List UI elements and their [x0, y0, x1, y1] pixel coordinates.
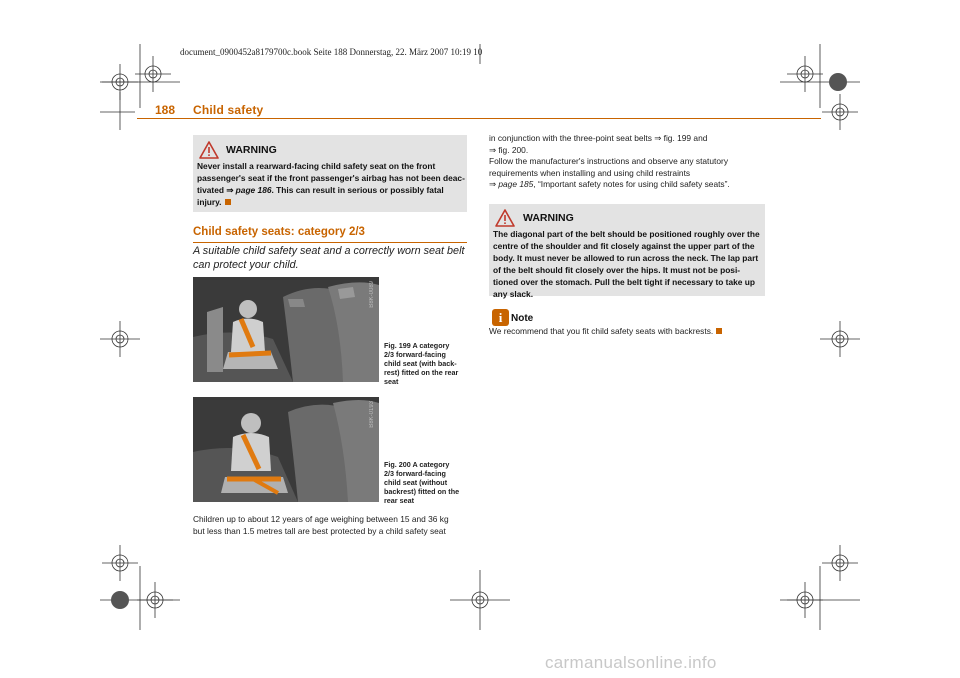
- warning-line: passenger's seat if the front passenger's airbag has not been deac-: [197, 173, 465, 183]
- warning-line: [197, 184, 465, 196]
- note-text: [489, 326, 722, 338]
- book-header: document_0900452a8179700c.book Seite 188 Donnerstag, 22. März 2007 10:19 10: [180, 47, 483, 57]
- warning-line: any slack.: [493, 289, 534, 299]
- warning-line-end: injury.: [197, 197, 222, 207]
- note-line: We recommend that you fit child safety seats with backrests.: [489, 326, 714, 336]
- page-reference-link[interactable]: page 185: [498, 179, 534, 189]
- caption-line: seat: [384, 377, 399, 386]
- subsection-title: Child safety seats: category 2/3: [193, 226, 365, 238]
- right-body-text: [489, 133, 774, 191]
- caption-line: child seat (without: [384, 478, 448, 487]
- figure-199-caption: [384, 341, 466, 386]
- ref-tail: , “Important safety notes for using child safety seats”.: [533, 179, 730, 189]
- intro-line: A suitable child safety seat and a correctly worn seat belt: [193, 245, 465, 257]
- warning-box-airbag: [193, 135, 467, 212]
- warning-body: [197, 160, 465, 208]
- figure-200-caption: [384, 460, 466, 505]
- warning-line: of the belt should fit closely over the hips. It must not be posi-: [493, 265, 741, 275]
- caption-line: 2/3 forward-facing: [384, 469, 446, 478]
- intro-line: can protect your child.: [193, 259, 299, 271]
- page-number: 188: [155, 103, 176, 117]
- warning-line: body. It must never be allowed to run across the neck. The lap part: [493, 253, 759, 263]
- warning-line: [197, 196, 465, 208]
- body-line: requirements when installing and using child restraints: [489, 167, 691, 178]
- section-title: Child safety: [193, 103, 264, 117]
- subsection-intro: [193, 244, 473, 272]
- figure-code: B8K-0089: [369, 281, 375, 308]
- caption-line: child seat (with back-: [384, 359, 457, 368]
- body-line: in conjunction with the three-point seat belts ⇒ fig. 199 and: [489, 133, 708, 143]
- child-seat-no-backrest-illustration: [193, 397, 379, 502]
- warning-box-belt: [489, 204, 765, 299]
- left-body-text: [193, 514, 478, 537]
- warning-line: tioned over the stomach. Pull the belt tight if necessary to take up: [493, 277, 756, 287]
- body-line: [489, 179, 774, 191]
- warning-line: The diagonal part of the belt should be positioned roughly over the: [493, 229, 760, 239]
- watermark: carmanualsonline.info: [545, 653, 717, 672]
- body-line: ⇒ fig. 200.: [489, 144, 529, 155]
- caption-line: Fig. 199 A category: [384, 341, 450, 350]
- caption-line: 2/3 forward-facing: [384, 350, 446, 359]
- body-line: but less than 1.5 metres tall are best protected by a child safety seat: [193, 525, 446, 536]
- info-icon: i: [492, 309, 509, 326]
- warning-line: Never install a rearward-facing child safety seat on the front: [197, 161, 436, 171]
- figure-199-image: [193, 277, 379, 382]
- child-seat-backrest-illustration: [193, 277, 379, 382]
- warning-triangle-icon: [199, 141, 219, 159]
- warning-line-tail: . This can result in serious or possibly fatal: [271, 185, 444, 195]
- warning-body: [493, 228, 763, 300]
- end-of-section-marker: [225, 199, 231, 205]
- subsection-rule: [193, 242, 467, 243]
- warning-triangle-icon: [495, 209, 515, 227]
- warning-line: centre of the shoulder and fit closely against the upper part of the: [493, 241, 755, 251]
- body-line: Follow the manufacturer's instructions and observe any statutory: [489, 156, 729, 166]
- body-line: Children up to about 12 years of age weighing between 15 and 36 kg: [193, 514, 449, 524]
- caption-line: rest) fitted on the rear: [384, 368, 459, 377]
- warning-title: WARNING: [226, 144, 277, 156]
- note-title: Note: [511, 313, 534, 324]
- header-rule: [137, 118, 821, 119]
- caption-line: rear seat: [384, 496, 414, 505]
- warning-title: WARNING: [523, 212, 574, 224]
- page-reference-link[interactable]: page 186: [235, 185, 272, 195]
- ref-arrow: ⇒: [489, 179, 499, 189]
- figure-200-image: [193, 397, 379, 502]
- caption-line: Fig. 200 A category: [384, 460, 450, 469]
- figure-code: B8K-0193: [369, 401, 375, 428]
- caption-line: backrest) fitted on the: [384, 487, 460, 496]
- warning-line-start: tivated ⇒: [197, 185, 236, 195]
- end-of-section-marker: [716, 328, 722, 334]
